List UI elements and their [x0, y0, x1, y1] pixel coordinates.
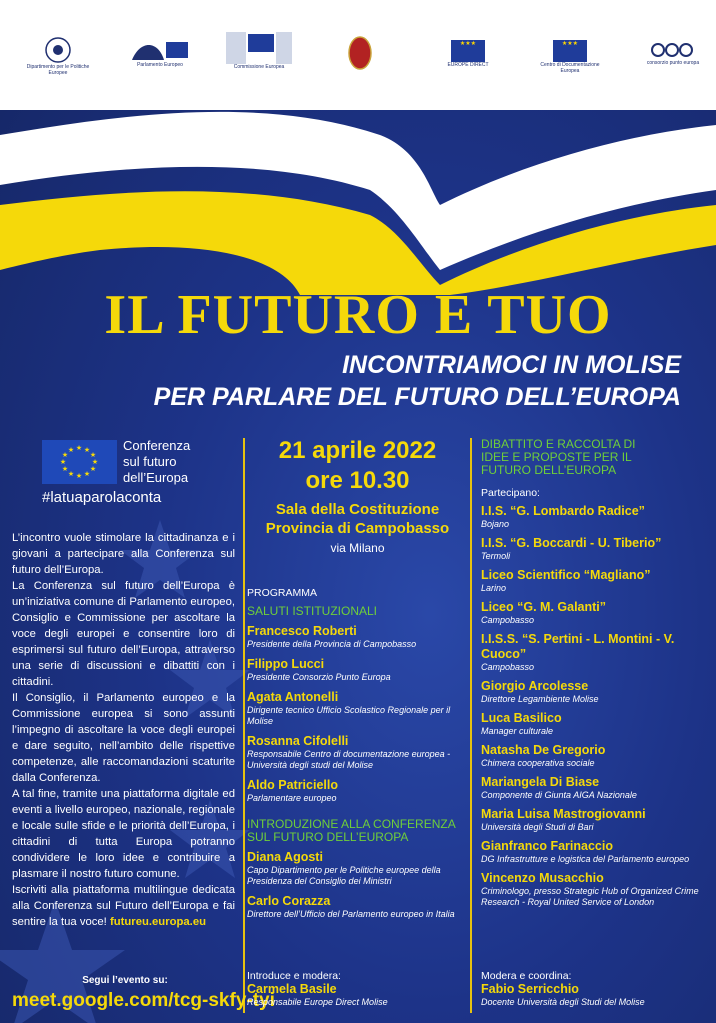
list-item: I.I.S. “G. Boccardi - U. Tiberio” Termoli — [481, 536, 662, 561]
punto-europa-logo — [638, 40, 708, 66]
svg-text:★: ★ — [91, 458, 99, 466]
saluti-header: SALUTI ISTITUZIONALI — [247, 604, 378, 618]
commissione-logo — [224, 30, 294, 70]
list-item: Vincenzo Musacchio Criminologo, presso Strategic Hub of Organized Crime Research - Royal United Service of London — [481, 871, 699, 907]
svg-text:★: ★ — [61, 465, 69, 473]
list-item: Filippo Lucci Presidente Consorzio Punto Europa — [247, 657, 391, 682]
svg-text:★: ★ — [61, 451, 69, 459]
list-item: I.I.S. “G. Lombardo Radice” Bojano — [481, 504, 645, 529]
list-item: Maria Luisa Mastrogiovanni Università degli Studi di Bari — [481, 807, 646, 832]
list-item: Aldo Patriciello Parlamentare europeo — [247, 778, 338, 803]
logo-caption: EUROPE DIRECT — [447, 62, 489, 68]
svg-text:★: ★ — [67, 470, 75, 478]
svg-text:★: ★ — [89, 451, 97, 459]
logo-caption: consorzio punto europa — [646, 60, 700, 66]
description-text: L’incontro vuole stimolare la cittadinanza e i giovani a partecipare alla Conferenza sul futuro dell’Europa. La Conferenza sul futuro dell’Europa è un’iniziativa comune di Parlamento europeo, Consiglio e Commissione per ascoltare la voce degli europei e consentire loro di esprimersi sul futuro dell’Europa, attraverso una serie di discussioni e dibattiti con i cittadini. Il Consiglio, il Parlamento europeo e la Commissione europea si sono assunti l’impegno di ascoltare la voce degli europei e dare seguito, nell’ambito delle rispettive competenze, alle raccomandazioni scaturite dalla Conferenza. A tal fine, tramite una piattaforma digitale ed eventi a livello europeo, nazionale, regionale e locale sulle sfide e le priorità dell’Europa, i cittadini di tutta Europa potranno condividere le loro idee e contribuire a plasmare il nostro futuro comune. Iscriviti alla piattaforma multilingue dedicata alla Conferenza sul Futuro dell’Europa e fai sentire la tua voce! futureu.europa.eu — [12, 532, 235, 928]
logo-caption: Parlamento Europeo — [137, 62, 183, 68]
list-item: Diana Agosti Capo Dipartimento per le Politiche europee della Presidenza del Consiglio dei Ministri — [247, 850, 441, 886]
list-item: Liceo Scientifico “Magliano” Larino — [481, 568, 651, 593]
hashtag: #latuaparolaconta — [42, 489, 162, 506]
svg-text:★: ★ — [89, 465, 97, 473]
program-column — [247, 587, 469, 927]
molise-crest-logo — [345, 36, 375, 70]
moderator-block: Introduce e modera: Carmela Basile Responsabile Europe Direct Molise — [247, 970, 388, 1007]
program-label: PROGRAMMA — [247, 587, 318, 599]
event-date: 21 aprile 2022 ore 10.30 — [278, 437, 437, 494]
column-divider-left — [243, 438, 245, 1013]
ribbon-decoration — [0, 95, 716, 295]
europe-direct-logo: ★★★ EUROPE DIRECT — [447, 41, 489, 68]
poster-title: IL FUTURO È TUO — [104, 284, 612, 346]
list-item: Agata Antonelli Dirigente tecnico Ufficio Scolastico Regionale per il Molise — [247, 690, 451, 726]
svg-text:★: ★ — [59, 458, 67, 466]
logo-caption: Commissione Europea — [233, 64, 285, 70]
follow-label: Segui l’evento su: — [82, 975, 168, 986]
dibattito-header: DIBATTITO E RACCOLTA DI IDEE E PROPOSTE PER IL FUTURO DELL’EUROPA — [481, 437, 636, 477]
event-street: via Milano — [330, 541, 385, 555]
svg-text:★: ★ — [83, 446, 91, 454]
meet-link[interactable]: meet.google.com/tcg-skfy-tyi — [12, 990, 275, 1011]
futureu-link[interactable]: futureu.europa.eu — [109, 916, 206, 928]
participate-label: Partecipano: — [481, 487, 540, 499]
participants-list — [481, 504, 713, 908]
conference-label: Conferenza sul futuro dell’Europa — [123, 438, 191, 485]
dibattito-column — [481, 438, 713, 914]
list-item: Mariangela Di Biase Componente di Giunta AIGA Nazionale — [481, 775, 637, 800]
subtitle-line-1: INCONTRIAMOCI IN MOLISE — [342, 351, 681, 379]
svg-text:★: ★ — [83, 470, 91, 478]
centro-documentazione-logo: ★★★ Centro di Documentazione Europea — [540, 41, 600, 74]
list-item: Gianfranco Farinaccio DG Infrastrutture e logistica del Parlamento europeo — [481, 839, 690, 864]
eu-flag — [42, 440, 117, 484]
list-item: Natasha De Gregorio Chimera cooperativa sociale — [481, 743, 606, 768]
list-item: Giorgio Arcolesse Direttore Legambiente Molise — [481, 679, 599, 704]
column-divider-right — [470, 438, 472, 1013]
list-item: Rosanna Cifolelli Responsabile Centro di documentazione europea - Università degli studi del Molise — [247, 734, 451, 770]
coordinator-block: Modera e coordina: Fabio Serricchio Docente Università degli Studi del Molise — [481, 970, 645, 1007]
dipartimento-logo — [18, 36, 98, 76]
list-item: I.I.S.S. “S. Pertini - L. Montini - V. Cuoco” Campobasso — [481, 632, 675, 672]
svg-text:★: ★ — [67, 446, 75, 454]
list-item: Francesco Roberti Presidente della Provincia di Campobasso — [247, 624, 417, 649]
intro-list — [247, 850, 469, 920]
parlamento-logo — [120, 36, 200, 68]
logo-caption: Dipartimento per le Politiche Europee — [26, 64, 90, 76]
svg-text:★: ★ — [75, 472, 83, 480]
event-venue: Sala della Costituzione Provincia di Campobasso — [265, 501, 450, 537]
svg-text:★: ★ — [75, 444, 83, 452]
list-item: Carlo Corazza Direttore dell’Ufficio del Parlamento europeo in Italia — [247, 894, 455, 919]
logo-caption: Centro di Documentazione Europea — [540, 62, 600, 74]
list-item: Liceo “G. M. Galanti” Campobasso — [481, 600, 607, 625]
list-item: Luca Basilico Manager culturale — [481, 711, 562, 736]
saluti-list — [247, 624, 469, 804]
subtitle-line-2: PER PARLARE DEL FUTURO DELL’EUROPA — [153, 383, 681, 411]
intro-header: INTRODUZIONE ALLA CONFERENZA SUL FUTURO DELL’EUROPA — [247, 817, 456, 844]
